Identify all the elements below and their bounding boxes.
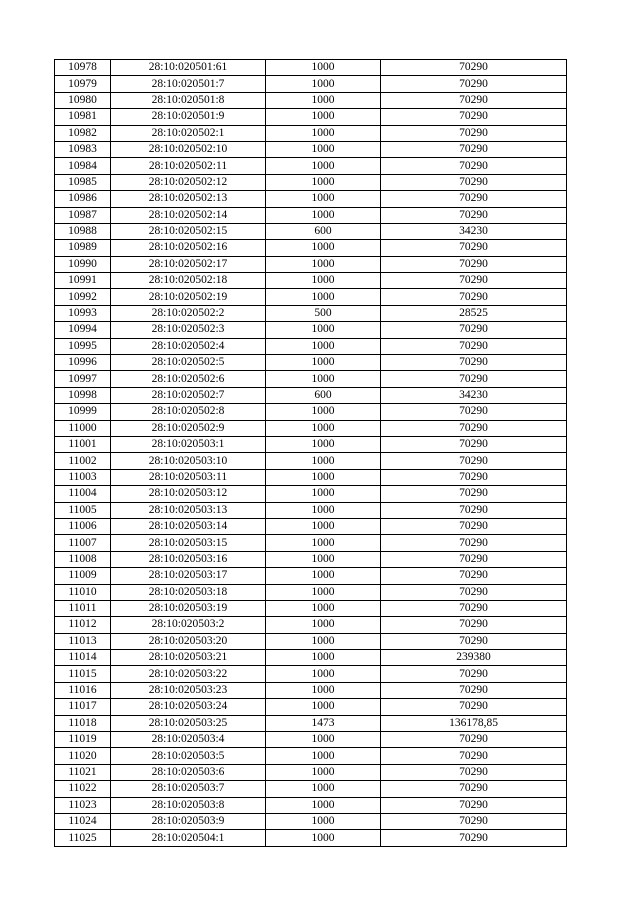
cadastral-number-cell: 28:10:020503:7 [111,781,266,797]
value-cell: 70290 [381,92,567,108]
area-cell: 1000 [266,764,381,780]
area-cell: 1000 [266,60,381,76]
row-number-cell: 11013 [55,633,111,649]
row-number-cell: 11016 [55,682,111,698]
table-row [55,256,567,272]
table-row [55,371,567,387]
table-row [55,273,567,289]
area-cell: 1000 [266,633,381,649]
value-cell: 70290 [381,502,567,518]
cadastral-number-cell: 28:10:020503:24 [111,699,266,715]
cadastral-number-cell: 28:10:020501:8 [111,92,266,108]
area-cell: 1000 [266,469,381,485]
value-cell: 70290 [381,289,567,305]
area-cell: 1000 [266,420,381,436]
table-row [55,568,567,584]
cadastral-number-cell: 28:10:020502:19 [111,289,266,305]
value-cell: 70290 [381,109,567,125]
table-row [55,617,567,633]
area-cell: 1000 [266,732,381,748]
table-row [55,469,567,485]
table-row [55,76,567,92]
row-number-cell: 11002 [55,453,111,469]
area-cell: 1000 [266,289,381,305]
row-number-cell: 11009 [55,568,111,584]
area-cell: 1000 [266,109,381,125]
cadastral-number-cell: 28:10:020502:18 [111,273,266,289]
value-cell: 70290 [381,797,567,813]
cadastral-number-cell: 28:10:020502:15 [111,223,266,239]
value-cell: 70290 [381,732,567,748]
area-cell: 1000 [266,748,381,764]
table-row [55,289,567,305]
value-cell: 70290 [381,371,567,387]
value-cell: 70290 [381,273,567,289]
value-cell: 70290 [381,207,567,223]
row-number-cell: 10996 [55,355,111,371]
area-cell: 1000 [266,404,381,420]
table-row [55,813,567,829]
cadastral-number-cell: 28:10:020502:1 [111,125,266,141]
value-cell: 70290 [381,141,567,157]
area-cell: 1000 [266,371,381,387]
area-cell: 1000 [266,174,381,190]
table-row [55,797,567,813]
value-cell: 70290 [381,617,567,633]
area-cell: 1000 [266,551,381,567]
cadastral-number-cell: 28:10:020503:21 [111,650,266,666]
value-cell: 70290 [381,125,567,141]
row-number-cell: 10981 [55,109,111,125]
area-cell: 500 [266,305,381,321]
value-cell: 70290 [381,682,567,698]
value-cell: 70290 [381,633,567,649]
table-row [55,436,567,452]
table-row [55,732,567,748]
row-number-cell: 11003 [55,469,111,485]
table-row [55,322,567,338]
value-cell: 70290 [381,551,567,567]
row-number-cell: 10982 [55,125,111,141]
row-number-cell: 10988 [55,223,111,239]
table-row [55,699,567,715]
value-cell: 70290 [381,404,567,420]
area-cell: 600 [266,387,381,403]
cadastral-number-cell: 28:10:020503:8 [111,797,266,813]
value-cell: 28525 [381,305,567,321]
cadastral-number-cell: 28:10:020503:9 [111,813,266,829]
table-row [55,781,567,797]
row-number-cell: 11007 [55,535,111,551]
value-cell: 70290 [381,600,567,616]
cadastral-number-cell: 28:10:020503:16 [111,551,266,567]
cadastral-number-cell: 28:10:020502:9 [111,420,266,436]
value-cell: 70290 [381,830,567,846]
area-cell: 1000 [266,322,381,338]
row-number-cell: 11019 [55,732,111,748]
table-row [55,60,567,76]
table-row [55,518,567,534]
row-number-cell: 11017 [55,699,111,715]
value-cell: 70290 [381,174,567,190]
area-cell: 1000 [266,92,381,108]
table-row [55,650,567,666]
table-row [55,633,567,649]
row-number-cell: 11006 [55,518,111,534]
value-cell: 70290 [381,666,567,682]
value-cell: 239380 [381,650,567,666]
table-row [55,141,567,157]
cadastral-number-cell: 28:10:020504:1 [111,830,266,846]
row-number-cell: 11001 [55,436,111,452]
area-cell: 1000 [266,256,381,272]
table-row [55,453,567,469]
area-cell: 1000 [266,617,381,633]
cadastral-number-cell: 28:10:020502:6 [111,371,266,387]
area-cell: 1000 [266,355,381,371]
row-number-cell: 10995 [55,338,111,354]
table-row [55,486,567,502]
cadastral-number-cell: 28:10:020501:7 [111,76,266,92]
cadastral-number-cell: 28:10:020503:23 [111,682,266,698]
area-cell: 1000 [266,813,381,829]
row-number-cell: 10990 [55,256,111,272]
area-cell: 1000 [266,158,381,174]
table-row [55,764,567,780]
row-number-cell: 11008 [55,551,111,567]
row-number-cell: 10983 [55,141,111,157]
cadastral-number-cell: 28:10:020503:22 [111,666,266,682]
area-cell: 1000 [266,568,381,584]
row-number-cell: 10992 [55,289,111,305]
value-cell: 70290 [381,256,567,272]
row-number-cell: 10980 [55,92,111,108]
area-cell: 1000 [266,125,381,141]
cadastral-number-cell: 28:10:020503:17 [111,568,266,584]
row-number-cell: 11024 [55,813,111,829]
cadastral-number-cell: 28:10:020503:13 [111,502,266,518]
area-cell: 1000 [266,584,381,600]
value-cell: 70290 [381,535,567,551]
land-plot-table [54,59,567,847]
row-number-cell: 10991 [55,273,111,289]
row-number-cell: 11014 [55,650,111,666]
cadastral-number-cell: 28:10:020503:19 [111,600,266,616]
value-cell: 70290 [381,813,567,829]
cadastral-number-cell: 28:10:020501:9 [111,109,266,125]
table-row [55,535,567,551]
row-number-cell: 11022 [55,781,111,797]
row-number-cell: 10993 [55,305,111,321]
area-cell: 1000 [266,486,381,502]
value-cell: 70290 [381,781,567,797]
row-number-cell: 10986 [55,191,111,207]
table-row [55,830,567,846]
cadastral-number-cell: 28:10:020503:25 [111,715,266,731]
cadastral-number-cell: 28:10:020503:20 [111,633,266,649]
table-row [55,715,567,731]
value-cell: 70290 [381,748,567,764]
cadastral-number-cell: 28:10:020503:14 [111,518,266,534]
table-row [55,682,567,698]
cadastral-number-cell: 28:10:020503:11 [111,469,266,485]
area-cell: 1000 [266,781,381,797]
area-cell: 1000 [266,240,381,256]
area-cell: 1000 [266,535,381,551]
row-number-cell: 11025 [55,830,111,846]
row-number-cell: 11015 [55,666,111,682]
table-row [55,338,567,354]
cadastral-number-cell: 28:10:020502:7 [111,387,266,403]
cadastral-number-cell: 28:10:020503:6 [111,764,266,780]
table-row [55,600,567,616]
row-number-cell: 11010 [55,584,111,600]
value-cell: 70290 [381,158,567,174]
table-row [55,387,567,403]
table-row [55,748,567,764]
row-number-cell: 10978 [55,60,111,76]
value-cell: 70290 [381,486,567,502]
row-number-cell: 11023 [55,797,111,813]
area-cell: 1000 [266,273,381,289]
value-cell: 34230 [381,223,567,239]
cadastral-number-cell: 28:10:020501:61 [111,60,266,76]
area-cell: 1000 [266,830,381,846]
table-row [55,305,567,321]
value-cell: 70290 [381,76,567,92]
table-row [55,551,567,567]
cadastral-number-cell: 28:10:020502:16 [111,240,266,256]
row-number-cell: 11011 [55,600,111,616]
row-number-cell: 10984 [55,158,111,174]
cadastral-number-cell: 28:10:020503:18 [111,584,266,600]
cadastral-number-cell: 28:10:020503:1 [111,436,266,452]
area-cell: 600 [266,223,381,239]
value-cell: 70290 [381,764,567,780]
value-cell: 70290 [381,355,567,371]
value-cell: 70290 [381,338,567,354]
table-row [55,420,567,436]
area-cell: 1000 [266,453,381,469]
area-cell: 1000 [266,436,381,452]
area-cell: 1000 [266,502,381,518]
value-cell: 70290 [381,699,567,715]
value-cell: 70290 [381,584,567,600]
row-number-cell: 10979 [55,76,111,92]
value-cell: 70290 [381,469,567,485]
area-cell: 1000 [266,699,381,715]
row-number-cell: 10987 [55,207,111,223]
cadastral-number-cell: 28:10:020502:17 [111,256,266,272]
area-cell: 1000 [266,141,381,157]
cadastral-number-cell: 28:10:020502:8 [111,404,266,420]
area-cell: 1000 [266,518,381,534]
row-number-cell: 10997 [55,371,111,387]
value-cell: 70290 [381,436,567,452]
cadastral-number-cell: 28:10:020502:13 [111,191,266,207]
row-number-cell: 11020 [55,748,111,764]
value-cell: 70290 [381,60,567,76]
value-cell: 70290 [381,518,567,534]
cadastral-number-cell: 28:10:020502:11 [111,158,266,174]
row-number-cell: 11000 [55,420,111,436]
cadastral-number-cell: 28:10:020502:10 [111,141,266,157]
area-cell: 1000 [266,650,381,666]
area-cell: 1473 [266,715,381,731]
table-row [55,125,567,141]
table-row [55,666,567,682]
cadastral-number-cell: 28:10:020502:4 [111,338,266,354]
cadastral-number-cell: 28:10:020503:10 [111,453,266,469]
area-cell: 1000 [266,338,381,354]
cadastral-number-cell: 28:10:020503:12 [111,486,266,502]
area-cell: 1000 [266,207,381,223]
cadastral-number-cell: 28:10:020503:2 [111,617,266,633]
cadastral-number-cell: 28:10:020502:12 [111,174,266,190]
value-cell: 70290 [381,191,567,207]
row-number-cell: 10998 [55,387,111,403]
table-row [55,404,567,420]
value-cell: 70290 [381,420,567,436]
area-cell: 1000 [266,682,381,698]
row-number-cell: 10989 [55,240,111,256]
cadastral-number-cell: 28:10:020503:15 [111,535,266,551]
row-number-cell: 11012 [55,617,111,633]
cadastral-number-cell: 28:10:020502:3 [111,322,266,338]
row-number-cell: 10985 [55,174,111,190]
table-body [55,60,567,847]
value-cell: 34230 [381,387,567,403]
table-row [55,92,567,108]
table-row [55,191,567,207]
table-row [55,355,567,371]
table-row [55,109,567,125]
row-number-cell: 11018 [55,715,111,731]
value-cell: 70290 [381,322,567,338]
table-row [55,223,567,239]
table-row [55,207,567,223]
area-cell: 1000 [266,191,381,207]
area-cell: 1000 [266,600,381,616]
row-number-cell: 11005 [55,502,111,518]
row-number-cell: 10999 [55,404,111,420]
cadastral-number-cell: 28:10:020502:5 [111,355,266,371]
row-number-cell: 10994 [55,322,111,338]
area-cell: 1000 [266,76,381,92]
table-row [55,174,567,190]
cadastral-number-cell: 28:10:020502:2 [111,305,266,321]
area-cell: 1000 [266,666,381,682]
area-cell: 1000 [266,797,381,813]
table-row [55,240,567,256]
value-cell: 70290 [381,453,567,469]
value-cell: 70290 [381,240,567,256]
table-row [55,584,567,600]
table-row [55,158,567,174]
row-number-cell: 11004 [55,486,111,502]
cadastral-number-cell: 28:10:020503:5 [111,748,266,764]
cadastral-number-cell: 28:10:020503:4 [111,732,266,748]
value-cell: 136178,85 [381,715,567,731]
table-row [55,502,567,518]
value-cell: 70290 [381,568,567,584]
row-number-cell: 11021 [55,764,111,780]
cadastral-number-cell: 28:10:020502:14 [111,207,266,223]
